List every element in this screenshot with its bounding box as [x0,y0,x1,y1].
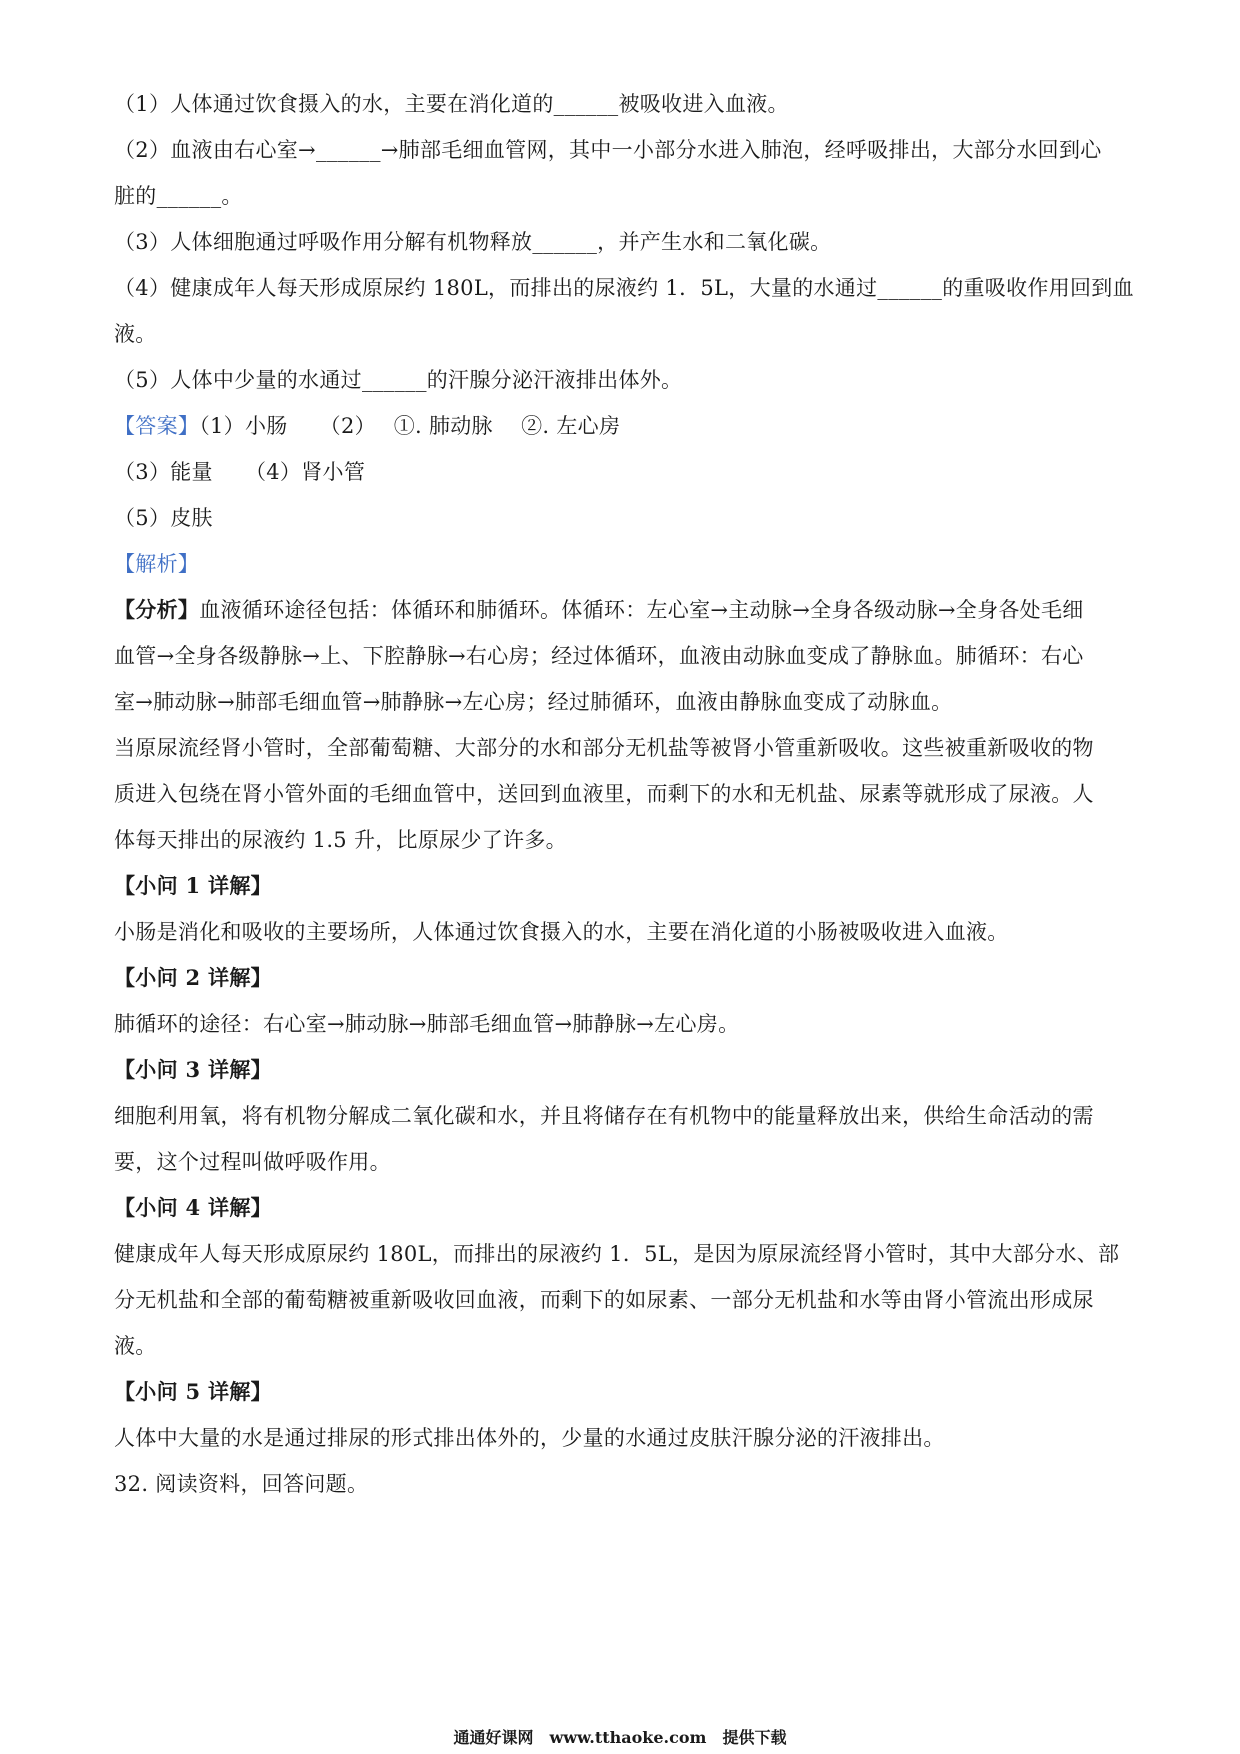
analysis-p1-text: 血液循环途径包括：体循环和肺循环。体循环：左心室→主动脉→全身各级动脉→全身各处毛细 [199,598,1084,622]
answer-tag: 【答案】 [114,414,200,438]
analysis-p2-line-3: 体每天排出的尿液约 1.5 升，比原尿少了许多。 [114,828,567,852]
detail-4-text-line-3: 液。 [114,1334,157,1358]
detail-1-text: 小肠是消化和吸收的主要场所，人体通过饮食摄入的水，主要在消化道的小肠被吸收进入血液。 [114,920,1009,944]
detail-4-text-line-1: 健康成年人每天形成原尿约 180L，而排出的尿液约 1．5L，是因为原尿流经肾小管时，其中大部分水、部 [114,1242,1120,1266]
question-5: （5）人体中少量的水通过______的汗腺分泌汗液排出体外。 [114,368,683,392]
detail-1-tag: 【小问 1 详解】 [114,873,272,898]
detail-4-text-line-2: 分无机盐和全部的葡萄糖被重新吸收回血液，而剩下的如尿素、一部分无机盐和水等由肾小管流出形成尿 [114,1288,1094,1312]
detail-2-tag: 【小问 2 详解】 [114,965,272,990]
next-question: 32. 阅读资料，回答问题。 [114,1472,369,1496]
analysis-tag: 【解析】 [114,552,200,576]
detail-3-tag: 【小问 3 详解】 [114,1057,272,1082]
question-3: （3）人体细胞通过呼吸作用分解有机物释放______，并产生水和二氧化碳。 [114,230,832,254]
detail-5-text: 人体中大量的水是通过排尿的形式排出体外的，少量的水通过皮肤汗腺分泌的汗液排出。 [114,1426,945,1450]
analysis-p1-line-2: 血管→全身各级静脉→上、下腔静脉→右心房；经过体循环，血液由动脉血变成了静脉血。肺循环：右心 [114,644,1084,668]
analysis-p2-line-1: 当原尿流经肾小管时，全部葡萄糖、大部分的水和部分无机盐等被肾小管重新吸收。这些被重新吸收的物 [114,736,1094,760]
fenxi-tag: 【分析】 [114,597,200,622]
answer-line-1 [114,411,1134,441]
answer-line-3: （5）皮肤 [114,506,213,530]
answer-line-2: （3）能量 （4）肾小管 [114,460,366,484]
question-4-line-2: 液。 [114,322,157,346]
analysis-p2-line-2: 质进入包绕在肾小管外面的毛细血管中，送回到血液里，而剩下的水和无机盐、尿素等就形成了尿液。人 [114,782,1094,806]
question-2-line-1: （2）血液由右心室→______→肺部毛细血管网，其中一小部分水进入肺泡，经呼吸排出，大部分水回到心 [114,138,1102,162]
analysis-p1-line-3: 室→肺动脉→肺部毛细血管→肺静脉→左心房；经过肺循环，血液由静脉血变成了动脉血。 [114,690,953,714]
question-1: （1）人体通过饮食摄入的水，主要在消化道的______被吸收进入血液。 [114,92,789,116]
detail-2-text: 肺循环的途径：右心室→肺动脉→肺部毛细血管→肺静脉→左心房。 [114,1012,740,1036]
detail-3-text-line-2: 要，这个过程叫做呼吸作用。 [114,1150,391,1174]
question-2-line-2: 脏的______。 [114,184,243,208]
detail-5-tag: 【小问 5 详解】 [114,1379,272,1404]
answer-text-1: （1）小肠 （2） ①. 肺动脉 ②. 左心房 [199,414,621,438]
analysis-p1-line-1 [114,595,1134,625]
detail-3-text-line-1: 细胞利用氧，将有机物分解成二氧化碳和水，并且将储存在有机物中的能量释放出来，供给生命活动的需 [114,1104,1094,1128]
question-4-line-1: （4）健康成年人每天形成原尿约 180L，而排出的尿液约 1．5L，大量的水通过______的重吸收作用回到血 [114,276,1134,300]
detail-4-tag: 【小问 4 详解】 [114,1195,272,1220]
page-footer: 通通好课网 www.tthaoke.com 提供下载 [453,1728,787,1747]
